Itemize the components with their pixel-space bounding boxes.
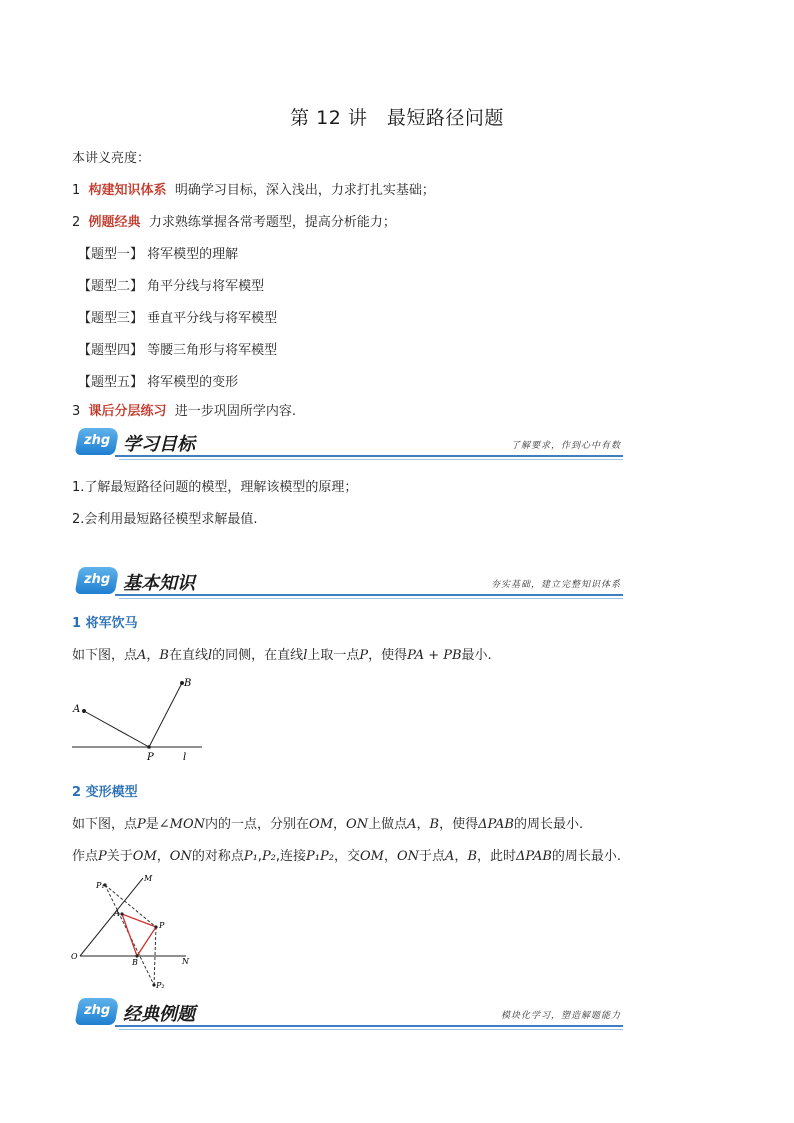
basics-paragraph-1: 如下图，点A，B在直线l的同侧，在直线l上取一点P，使得PA + PB最小.: [72, 648, 492, 663]
section-slogan: 了解要求，作到心中有数: [510, 441, 621, 451]
type-item-5: [78, 371, 238, 390]
logo-text: zhg: [84, 433, 111, 448]
point-A: [120, 912, 123, 915]
item-tag: 例题经典: [88, 215, 141, 230]
label-P: P: [159, 921, 165, 930]
type-item-3: [78, 307, 277, 326]
segment-PB: [149, 683, 182, 747]
segment-PP1: [105, 885, 156, 927]
section-header-examples: [75, 996, 623, 1032]
divider: [115, 1025, 623, 1027]
item-number: 2: [72, 215, 81, 230]
label-l: l: [183, 752, 187, 763]
item-text: 力求熟练掌握各常考题型，提高分析能力；: [148, 215, 396, 230]
point-P: [154, 925, 157, 928]
type-text: 垂直平分线与将军模型: [147, 311, 278, 326]
type-label: 【题型四】: [78, 343, 144, 358]
logo-text: zhg: [84, 1003, 111, 1018]
divider: [119, 598, 623, 599]
type-item-1: [78, 243, 238, 262]
page-title: 第 12 讲 最短路径问题: [290, 107, 504, 129]
figure-variant-model: [68, 872, 198, 990]
intro-heading: 本讲义亮度：: [72, 151, 151, 166]
segment-AP: [84, 711, 149, 747]
zhg-logo: [75, 998, 120, 1025]
item-text: 进一步巩固所学内容.: [174, 404, 296, 419]
figure-general-horse: [68, 672, 208, 764]
logo-text: zhg: [84, 572, 111, 587]
subheading-variant-model: 2 变形模型: [72, 785, 138, 800]
label-P1: P₁: [96, 881, 105, 890]
point-A: [82, 709, 86, 713]
label-M: M: [144, 874, 153, 883]
intro-item-3: [72, 400, 296, 419]
goal-1: 1.了解最短路径问题的模型，理解该模型的原理；: [72, 480, 358, 495]
type-label: 【题型五】: [78, 375, 144, 390]
divider: [115, 594, 623, 596]
section-title: 学习目标: [123, 434, 195, 455]
item-tag: 课后分层练习: [88, 404, 167, 419]
type-text: 将军模型的变形: [147, 375, 239, 390]
divider: [115, 455, 623, 457]
subheading-general-horse: 1 将军饮马: [72, 616, 138, 631]
basics-paragraph-2: 如下图，点P是∠MON内的一点，分别在OM，ON上做点A，B，使得ΔPAB的周长最小.: [72, 817, 584, 832]
label-P2: P₂: [156, 981, 165, 990]
section-header-goals: [75, 426, 623, 462]
type-text: 将军模型的理解: [147, 247, 239, 262]
section-slogan: 夯实基础，建立完整知识体系: [490, 580, 621, 590]
label-N: N: [182, 957, 189, 966]
item-number: 1: [72, 183, 81, 198]
divider: [119, 1029, 623, 1030]
type-label: 【题型三】: [78, 311, 144, 326]
section-title: 经典例题: [123, 1004, 195, 1025]
type-text: 等腰三角形与将军模型: [147, 343, 278, 358]
section-slogan: 模块化学习，塑造解题能力: [500, 1011, 621, 1021]
zhg-logo: [75, 428, 120, 455]
label-A: A: [114, 909, 120, 918]
item-text: 明确学习目标，深入浅出，力求打扎实基础；: [174, 183, 435, 198]
item-tag: 构建知识体系: [88, 183, 167, 198]
intro-item-1: [72, 179, 435, 198]
type-item-2: [78, 275, 264, 294]
type-label: 【题型一】: [78, 247, 144, 262]
intro-item-2: [72, 211, 396, 230]
section-header-basics: [75, 565, 623, 601]
basics-paragraph-3: 作点P关于OM，ON的对称点P₁,P₂,连接P₁P₂，交OM，ON于点A，B，此时ΔPAB的周长最小.: [72, 849, 622, 864]
item-number: 3: [72, 404, 81, 419]
section-title: 基本知识: [123, 573, 195, 594]
goal-2: 2.会利用最短路径模型求解最值.: [72, 512, 258, 527]
divider: [119, 459, 623, 460]
label-P: P: [147, 752, 154, 763]
label-A: A: [73, 704, 81, 715]
triangle-PAB: [122, 914, 156, 956]
type-item-4: [78, 339, 277, 358]
point-P: [147, 745, 151, 749]
label-B: B: [132, 958, 138, 967]
label-O: O: [71, 952, 78, 961]
type-text: 角平分线与将军模型: [147, 279, 265, 294]
type-label: 【题型二】: [78, 279, 144, 294]
zhg-logo: [75, 567, 120, 594]
label-B: B: [184, 678, 192, 689]
